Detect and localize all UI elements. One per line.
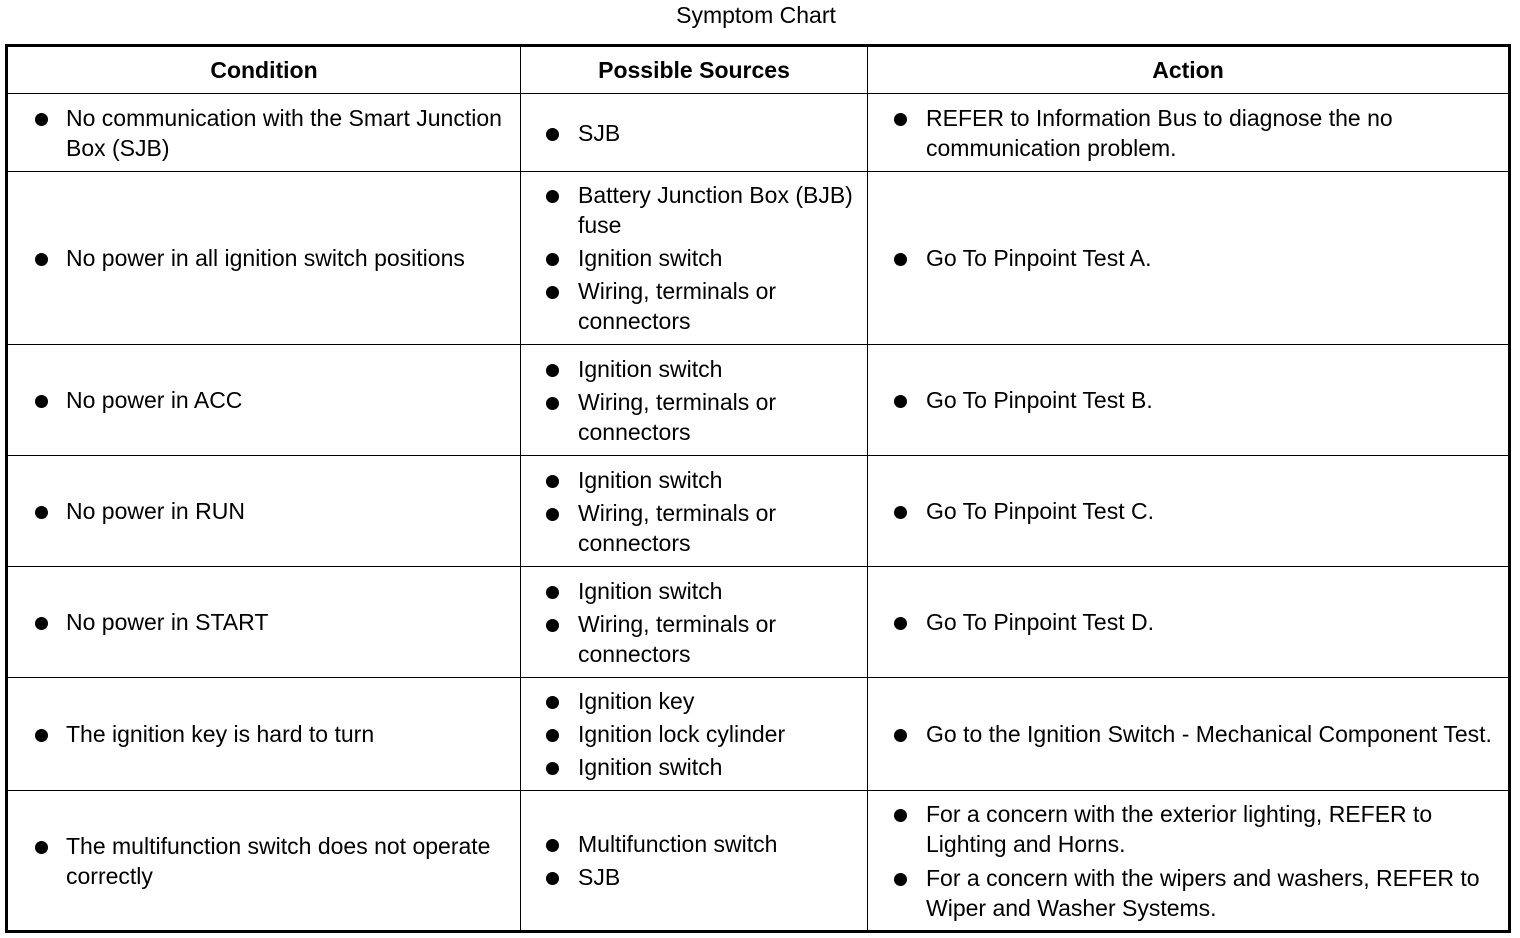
source-text: Wiring, terminals or connectors: [578, 278, 777, 334]
action-text: Go To Pinpoint Test B.: [926, 387, 1153, 413]
bullet-icon: [546, 475, 559, 488]
condition-text: No communication with the Smart Junction Box (SJB): [66, 104, 502, 161]
table-row: [7, 94, 1510, 172]
condition-text: No power in all ignition switch positions: [66, 245, 465, 271]
list-item: [521, 118, 867, 148]
condition-cell: [7, 678, 521, 791]
condition-text: No power in START: [66, 609, 269, 635]
source-text: Wiring, terminals or connectors: [578, 610, 777, 667]
bullet-icon: [546, 839, 559, 852]
list-item: [8, 103, 520, 163]
list-item: [521, 465, 867, 495]
bullet-icon: [546, 397, 559, 410]
action-text: For a concern with the exterior lighting, REFER to Lighting and Horns.: [926, 800, 1433, 857]
table-row: [7, 345, 1510, 456]
bullet-icon: [35, 506, 48, 519]
sources-cell: [521, 791, 868, 932]
bullet-icon: [546, 729, 559, 742]
source-text: Wiring, terminals or connectors: [578, 499, 777, 556]
action-text: REFER to Information Bus to diagnose the no communication problem.: [926, 104, 1393, 161]
bullet-icon: [546, 696, 559, 709]
action-text: Go To Pinpoint Test D.: [926, 609, 1155, 635]
list-item: [521, 276, 867, 336]
source-text: Ignition switch: [578, 577, 723, 604]
table-row: [7, 567, 1510, 678]
action-cell: [868, 567, 1510, 678]
page-title: Symptom Chart: [676, 2, 836, 28]
bullet-icon: [894, 873, 907, 886]
action-text: Go To Pinpoint Test C.: [926, 498, 1155, 524]
list-item: [8, 496, 520, 526]
bullet-icon: [546, 586, 559, 599]
bullet-icon: [546, 128, 559, 141]
condition-cell: [7, 791, 521, 932]
bullet-icon: [35, 617, 48, 630]
action-cell: [868, 94, 1510, 172]
list-item: [521, 498, 867, 558]
bullet-icon: [35, 253, 48, 266]
list-item: [521, 719, 867, 749]
list-item: [521, 387, 867, 447]
bullet-icon: [35, 113, 48, 126]
list-item: [521, 829, 867, 859]
action-cell: [868, 172, 1510, 345]
list-item: [868, 496, 1508, 526]
list-item: [868, 243, 1508, 273]
list-item: [8, 385, 520, 415]
condition-cell: [7, 567, 521, 678]
list-item: [521, 354, 867, 384]
bullet-icon: [894, 395, 907, 408]
bullet-icon: [546, 762, 559, 775]
condition-cell: [7, 94, 521, 172]
list-item: [521, 686, 867, 716]
list-item: [521, 243, 867, 273]
list-item: [8, 719, 520, 749]
bullet-icon: [894, 506, 907, 519]
condition-text: The ignition key is hard to turn: [66, 721, 375, 747]
list-item: [868, 607, 1508, 637]
source-text: Multifunction switch: [578, 831, 778, 857]
bullet-icon: [546, 872, 559, 885]
bullet-icon: [894, 809, 907, 822]
sources-cell: [521, 456, 868, 567]
source-text: Ignition switch: [578, 355, 723, 382]
bullet-icon: [546, 253, 559, 266]
source-text: Ignition switch: [578, 245, 723, 271]
source-text: SJB: [578, 864, 621, 890]
action-text: Go To Pinpoint Test A.: [926, 245, 1152, 271]
bullet-icon: [35, 395, 48, 408]
list-item: [521, 576, 867, 606]
source-text: SJB: [578, 119, 621, 146]
condition-text: No power in RUN: [66, 498, 245, 524]
condition-cell: [7, 172, 521, 345]
bullet-icon: [546, 190, 559, 203]
list-item: [868, 385, 1508, 415]
condition-text: The multifunction switch does not operate correctly: [66, 832, 491, 889]
list-item: [8, 831, 520, 891]
bullet-icon: [894, 617, 907, 630]
action-cell: [868, 456, 1510, 567]
source-text: Ignition lock cylinder: [578, 721, 786, 747]
source-text: Battery Junction Box (BJB) fuse: [578, 182, 853, 238]
condition-cell: [7, 456, 521, 567]
sources-cell: [521, 94, 868, 172]
bullet-icon: [35, 729, 48, 742]
source-text: Ignition switch: [578, 466, 723, 493]
symptom-chart-table: [5, 44, 1511, 933]
list-item: [521, 180, 867, 240]
header-action: Action: [868, 46, 1510, 94]
source-text: Ignition switch: [578, 754, 723, 780]
source-text: Ignition key: [578, 688, 695, 714]
list-item: [868, 719, 1508, 749]
table-row: [7, 172, 1510, 345]
bullet-icon: [894, 253, 907, 266]
header-condition: Condition: [7, 46, 521, 94]
table-header-row: [7, 46, 1510, 94]
action-cell: [868, 345, 1510, 456]
bullet-icon: [35, 841, 48, 854]
list-item: [8, 607, 520, 637]
table-row: [7, 791, 1510, 932]
bullet-icon: [894, 729, 907, 742]
list-item: [868, 103, 1508, 163]
list-item: [868, 863, 1508, 923]
action-cell: [868, 678, 1510, 791]
list-item: [521, 862, 867, 892]
action-cell: [868, 791, 1510, 932]
list-item: [521, 609, 867, 669]
sources-cell: [521, 567, 868, 678]
list-item: [868, 799, 1508, 859]
sources-cell: [521, 678, 868, 791]
action-text: Go to the Ignition Switch - Mechanical Component Test.: [926, 721, 1492, 747]
header-possible-sources: Possible Sources: [521, 46, 868, 94]
list-item: [521, 752, 867, 782]
list-item: [8, 243, 520, 273]
source-text: Wiring, terminals or connectors: [578, 388, 777, 445]
bullet-icon: [546, 508, 559, 521]
bullet-icon: [546, 286, 559, 299]
bullet-icon: [546, 364, 559, 377]
action-text: For a concern with the wipers and washers, REFER to Wiper and Washer Systems.: [926, 864, 1480, 921]
condition-text: No power in ACC: [66, 387, 243, 413]
condition-cell: [7, 345, 521, 456]
sources-cell: [521, 345, 868, 456]
sources-cell: [521, 172, 868, 345]
table-row: [7, 678, 1510, 791]
bullet-icon: [894, 113, 907, 126]
table-row: [7, 456, 1510, 567]
bullet-icon: [546, 619, 559, 632]
